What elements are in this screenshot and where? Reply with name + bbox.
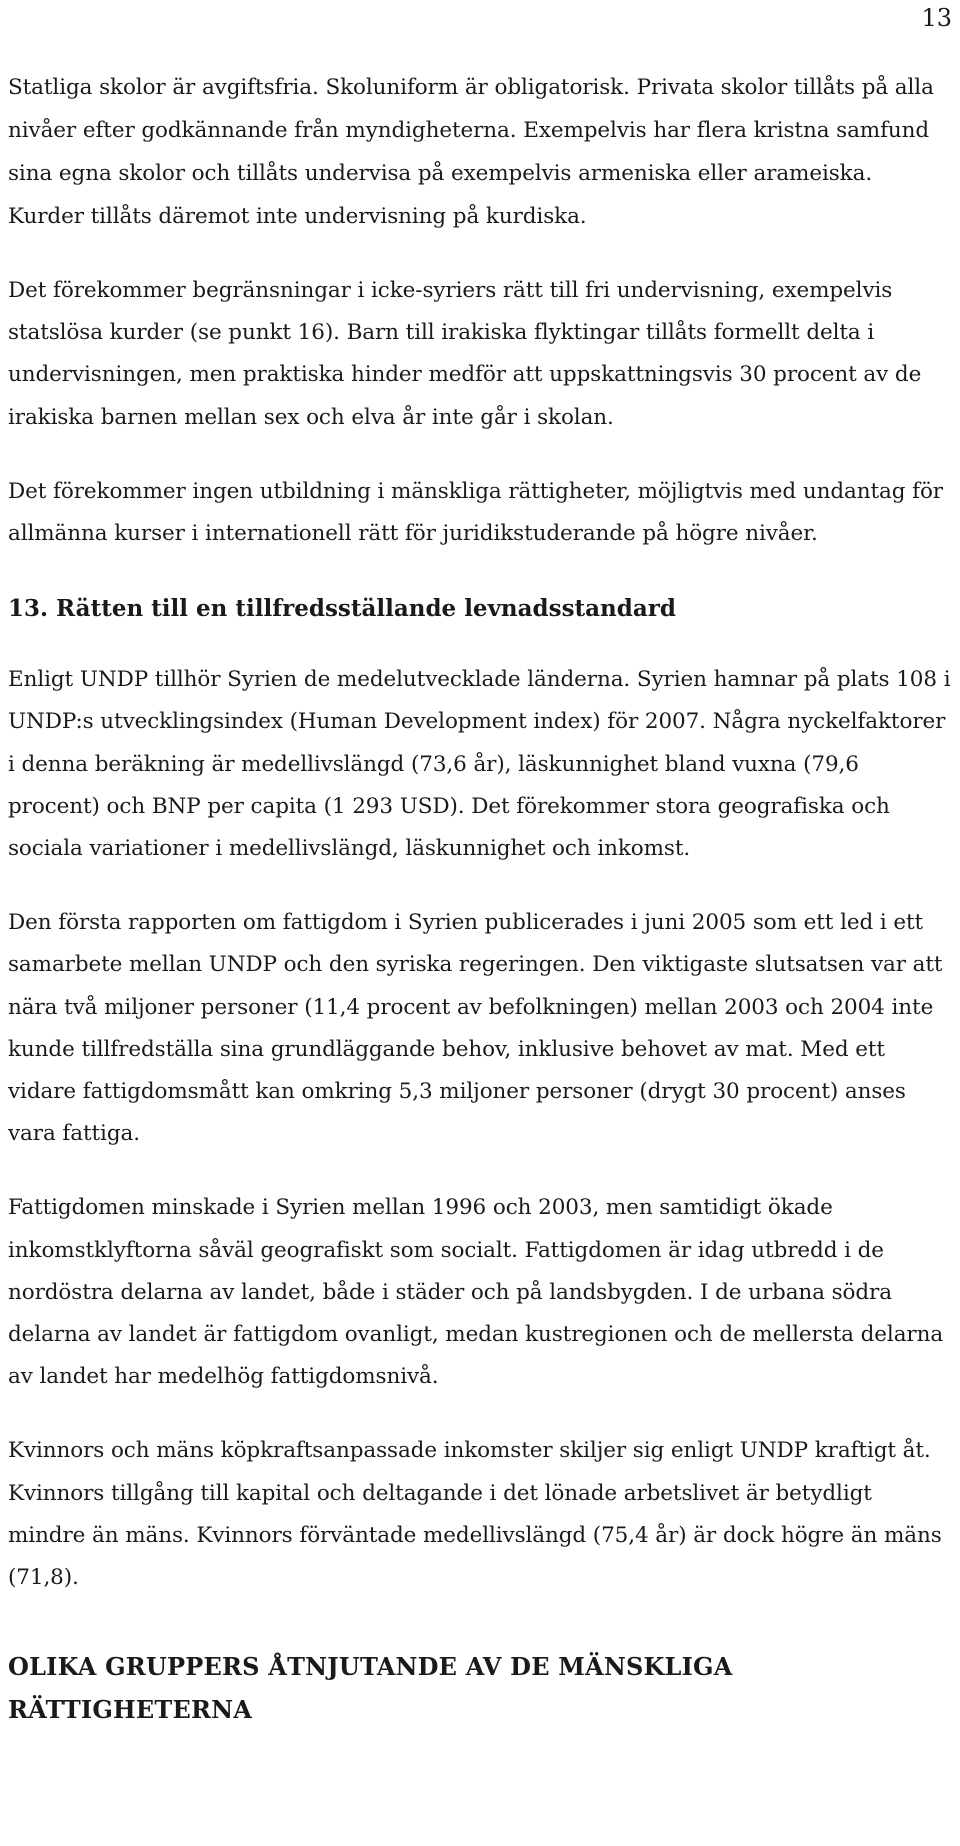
page-number: 13 xyxy=(921,4,952,32)
document-body xyxy=(8,66,953,1731)
paragraph-education-restrictions: Det förekommer begränsningar i icke-syriers rätt till fri undervisning, exempelvis statslösa kurder (se punkt 16). Barn till irakiska flyktingar tillåts formellt delta i undervisningen, men praktiska hinder medför att uppskattningsvis 30 procent av de irakiska barnen mellan sex och elva år inte går i skolan. xyxy=(8,278,922,430)
paragraph-poverty-trends: Fattigdomen minskade i Syrien mellan 1996 och 2003, men samtidigt ökade inkomstklyftorna såväl geografiskt som socialt. Fattigdomen är idag utbredd i de nordöstra delarna av landet, både i städer och på landsbygden. I de urbana södra delarna av landet är fattigdom ovanligt, medan kustregionen och de mellersta delarna av landet har medelhög fattigdomsnivå. xyxy=(8,1195,944,1390)
paragraph-human-rights-education: Det förekommer ingen utbildning i mänskliga rättigheter, möjligtvis med undantag för allmänna kurser i internationell rätt för juridikstuderande på högre nivåer. xyxy=(8,478,943,547)
paragraph-gender-income: Kvinnors och mäns köpkraftsanpassade inkomster skiljer sig enligt UNDP kraftigt åt. Kvinnors tillgång till kapital och deltagande i det lönade arbetslivet är betydligt mindre än mäns. Kvinnors förväntade medellivslängd (75,4 år) är dock högre än mäns (71,8). xyxy=(8,1438,942,1591)
part-heading: OLIKA GRUPPERS ÅTNJUTANDE AV DE MÄNSKLIGA RÄTTIGHETERNA xyxy=(8,1652,733,1725)
paragraph-poverty-report: Den första rapporten om fattigdom i Syrien publicerades i juni 2005 som ett led i ett samarbete mellan UNDP och den syriska regeringen. Den viktigaste slutsatsen var att nära två miljoner personer (11,4 procent av befolkningen) mellan 2003 och 2004 inte kunde tillfredställa sina grundläggande behov, inklusive behovet av mat. Med ett vidare fattigdomsmått kan omkring 5,3 miljoner personer (drygt 30 procent) anses vara fattiga. xyxy=(8,910,943,1147)
section-heading: 13. Rätten till en tillfredsställande levnadsstandard xyxy=(8,595,676,623)
paragraph-school-fees: Statliga skolor är avgiftsfria. Skoluniform är obligatorisk. Privata skolor tillåts på alla nivåer efter godkännande från myndigheterna. Exempelvis har flera kristna samfund sina egna skolor och tillåts undervisa på exempelvis armeniska eller arameiska. Kurder tillåts däremot inte undervisning på kurdiska. xyxy=(8,75,934,229)
paragraph-undp-development: Enligt UNDP tillhör Syrien de medelutvecklade länderna. Syrien hamnar på plats 108 i UNDP:s utvecklingsindex (Human Development index) för 2007. Några nyckelfaktorer i denna beräkning är medellivslängd (73,6 år), läskunnighet bland vuxna (79,6 procent) och BNP per capita (1 293 USD). Det förekommer stora geografiska och sociala variationer i medellivslängd, läskunnighet och inkomst. xyxy=(8,667,951,862)
